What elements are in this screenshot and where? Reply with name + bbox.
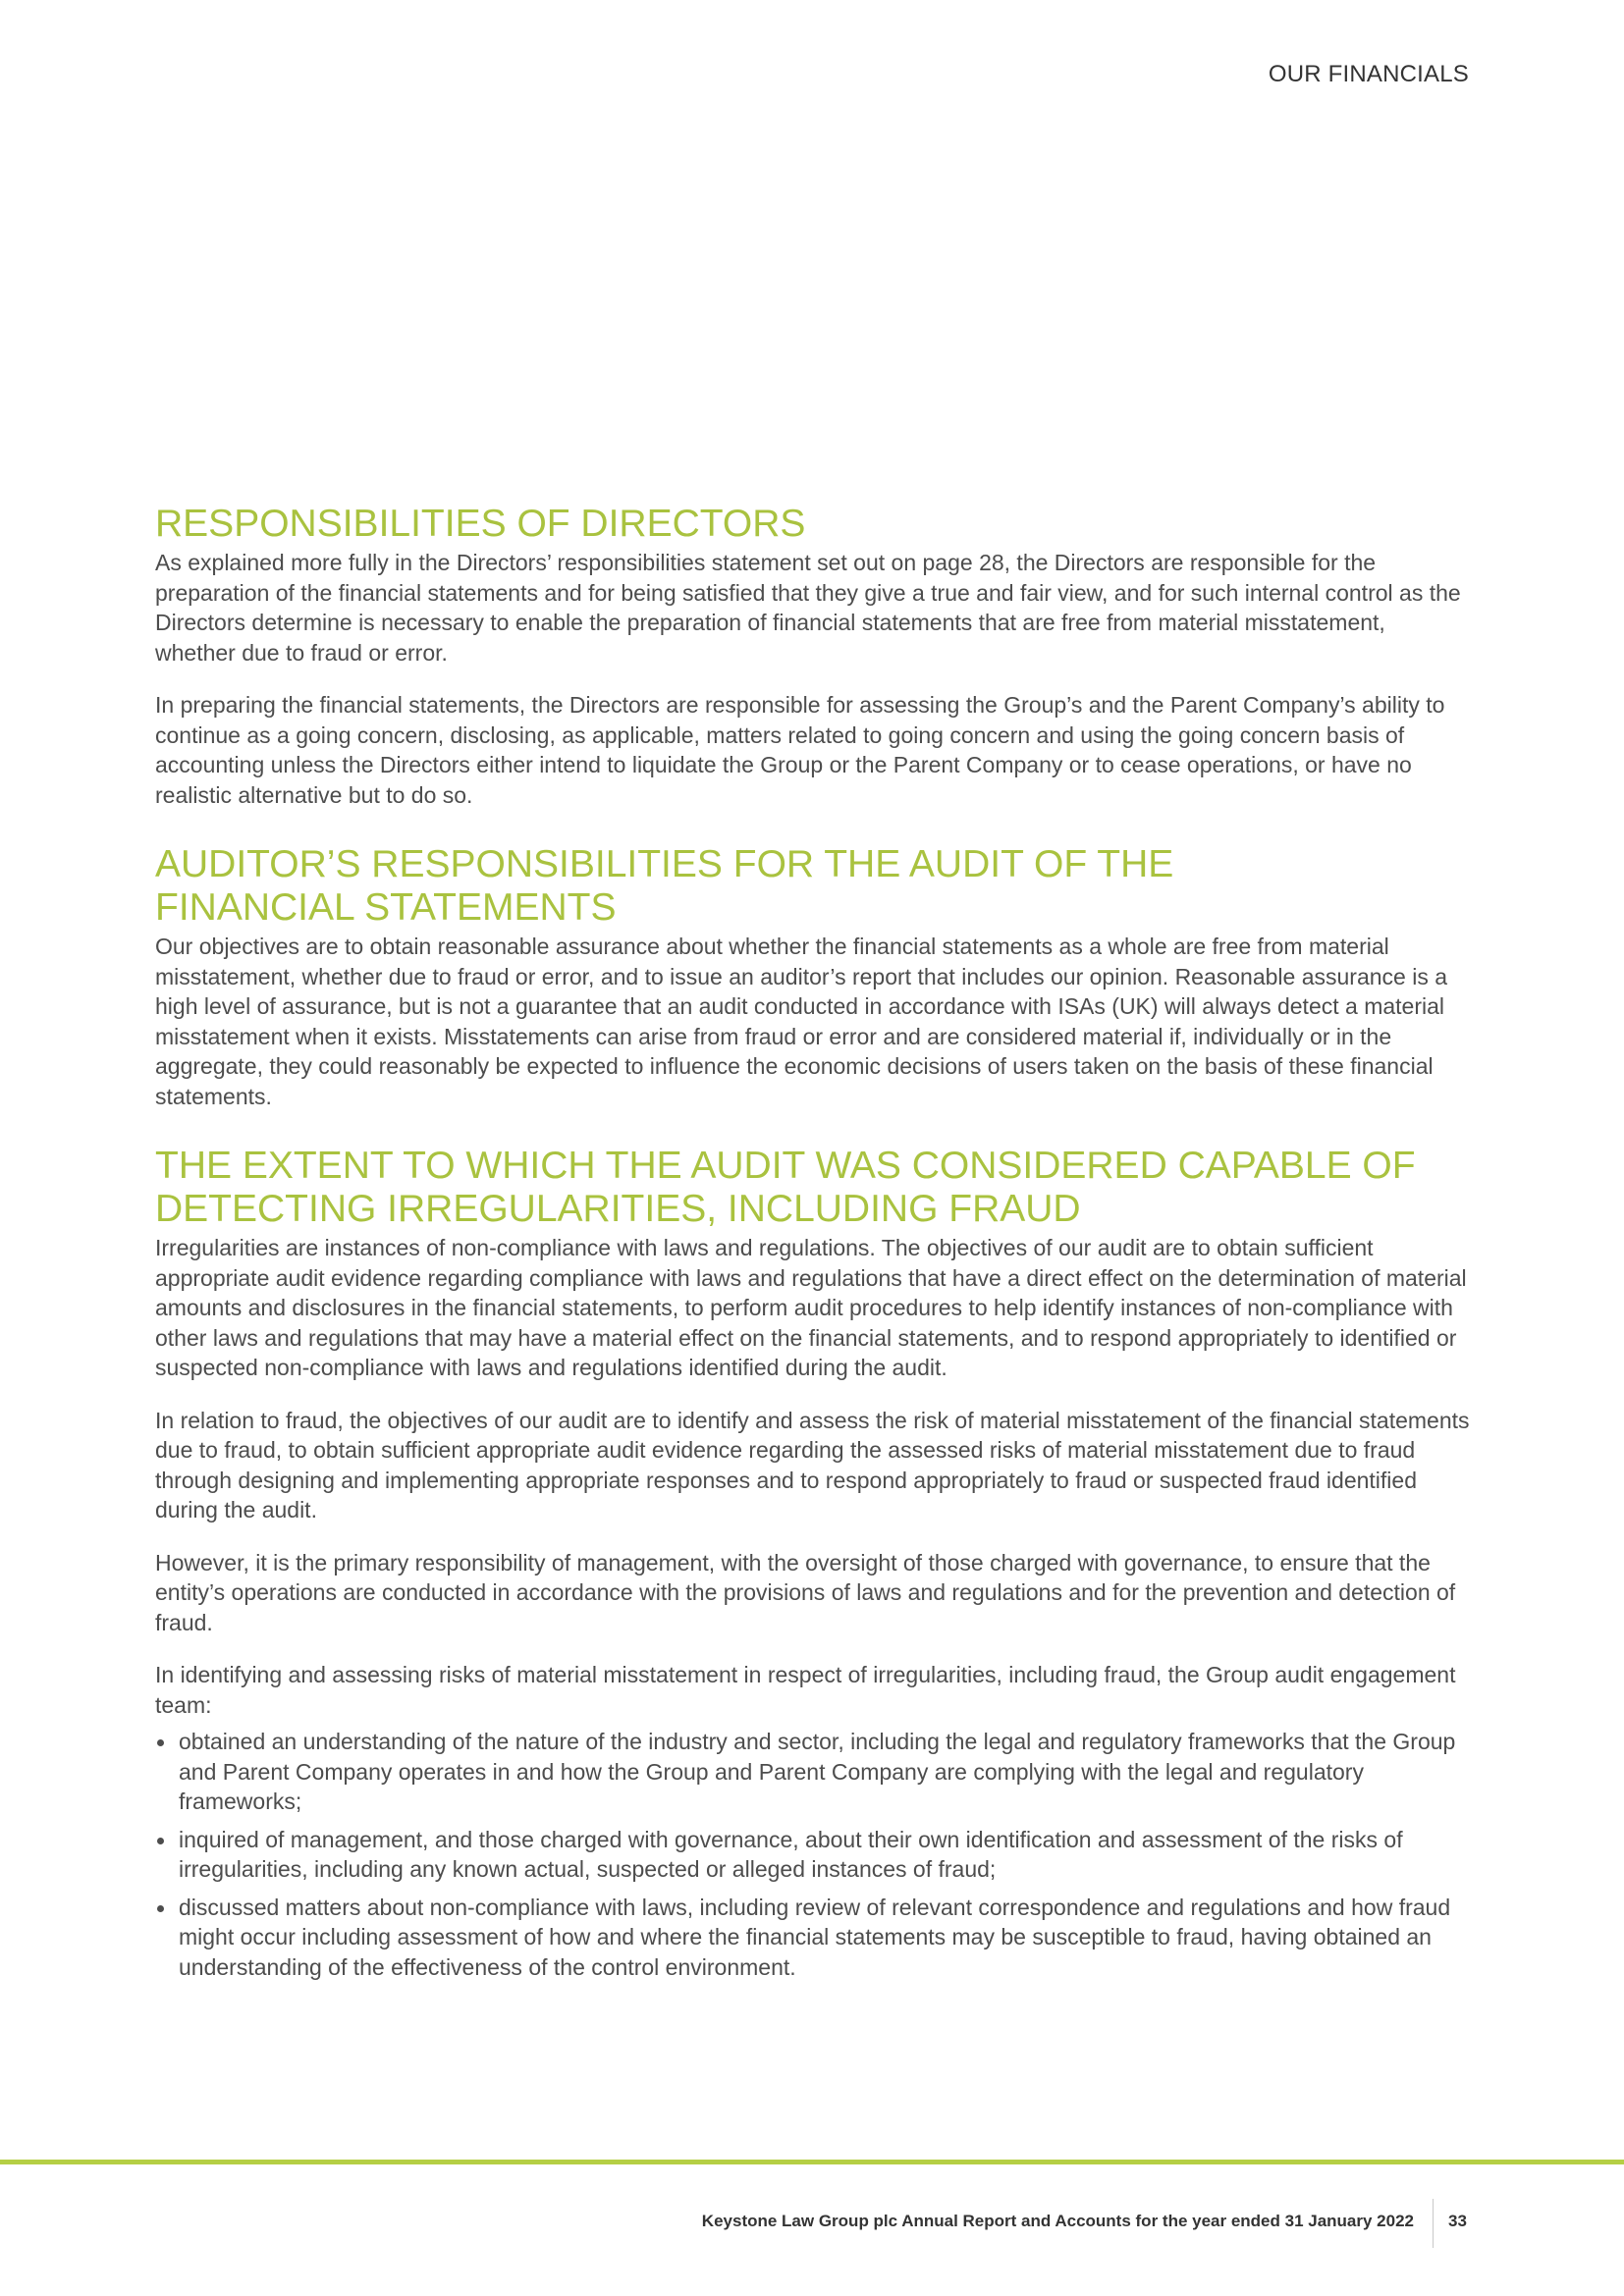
footer-publication-title: Keystone Law Group plc Annual Report and Accounts for the year ended 31 January 2022 <box>701 2212 1414 2230</box>
paragraph: Irregularities are instances of non-compliance with laws and regulations. The objectives of our audit are to obtain sufficient appropriate audit evidence regarding compliance with laws and regulations that have a direct effect on the determination of material amounts and disclosures in the financial statements, to perform audit procedures to help identify instances of non-compliance with other laws and regulations that may have a material effect on the financial statements, and to respond appropriately to identified or suspected non-compliance with laws and regulations identified during the audit. <box>155 1235 1467 1380</box>
section-heading-line: FINANCIAL STATEMENTS <box>155 886 617 929</box>
footer-rule <box>0 2160 1624 2164</box>
section-auditors-responsibilities <box>155 843 1471 1111</box>
paragraph: Our objectives are to obtain reasonable assurance about whether the financial statements as a whole are free from material misstatement, whether due to fraud or error, and to issue an auditor’s report that includes our opinion. Reasonable assurance is a high level of assurance, but is not a guarantee that an audit conducted in accordance with ISAs (UK) will always detect a material misstatement when it exists. Misstatements can arise from fraud or error and are considered material if, individually or in the aggregate, they could reasonably be expected to influence the economic decisions of users taken on the basis of these financial statements. <box>155 934 1448 1109</box>
document-body <box>155 503 1471 1990</box>
section-heading: RESPONSIBILITIES OF DIRECTORS <box>155 503 806 545</box>
paragraph: In preparing the financial statements, the Directors are responsible for assessing the Group’s and the Parent Company’s ability to continue as a going concern, disclosing, as applicable, matters related to going concern and using the going concern basis of accounting unless the Directors either intend to liquidate the Group or the Parent Company or to cease operations, or have no realistic alternative but to do so. <box>155 692 1445 808</box>
page-number: 33 <box>1448 2212 1467 2230</box>
bullet-item: obtained an understanding of the nature of the industry and sector, including the legal and regulatory frameworks that the Group and Parent Company operates in and how the Group and Parent Company are complying with the legal and regulatory frameworks; <box>155 1727 1471 1817</box>
bullet-item: inquired of management, and those charged with governance, about their own identification and assessment of the risks of irregularities, including any known actual, suspected or alleged instances of fraud; <box>155 1825 1471 1885</box>
paragraph: In identifying and assessing risks of material misstatement in respect of irregularities, including fraud, the Group audit engagement team: <box>155 1662 1456 1718</box>
paragraph: However, it is the primary responsibility of management, with the oversight of those charged with governance, to ensure that the entity’s operations are conducted in accordance with the provisions of laws and regulations and for the prevention and detection of fraud. <box>155 1549 1456 1635</box>
bullet-item: discussed matters about non-compliance with laws, including review of relevant correspondence and regulations and how fraud might occur including assessment of how and where the financial statements may be susceptible to fraud, having obtained an understanding of the effectiveness of the control environment. <box>155 1893 1471 1983</box>
section-heading-line: DETECTING IRREGULARITIES, INCLUDING FRAUD <box>155 1188 1081 1230</box>
bullet-list <box>155 1727 1471 1982</box>
section-responsibilities-of-directors <box>155 503 1471 810</box>
section-heading-line: THE EXTENT TO WHICH THE AUDIT WAS CONSIDERED CAPABLE OF <box>155 1145 1416 1187</box>
paragraph: As explained more fully in the Directors’ responsibilities statement set out on page 28, the Directors are responsible for the preparation of the financial statements and for being satisfied that they give a true and fair view, and for such internal control as the Directors determine is necessary to enable the preparation of financial statements that are free from material misstatement, whether due to fraud or error. <box>155 550 1461 666</box>
footer-divider <box>1433 2199 1434 2248</box>
running-header-section-label: OUR FINANCIALS <box>1268 61 1469 87</box>
section-heading-line: AUDITOR’S RESPONSIBILITIES FOR THE AUDIT OF THE <box>155 843 1174 885</box>
section-heading <box>155 1145 1471 1231</box>
paragraph: In relation to fraud, the objectives of our audit are to identify and assess the risk of material misstatement of the financial statements due to fraud, to obtain sufficient appropriate audit evidence regarding the assessed risks of material misstatement due to fraud through designing and implementing appropriate responses and to respond appropriately to fraud or suspected fraud identified during the audit. <box>155 1407 1470 1522</box>
section-heading <box>155 843 1471 930</box>
section-irregularities-including-fraud <box>155 1145 1471 1982</box>
